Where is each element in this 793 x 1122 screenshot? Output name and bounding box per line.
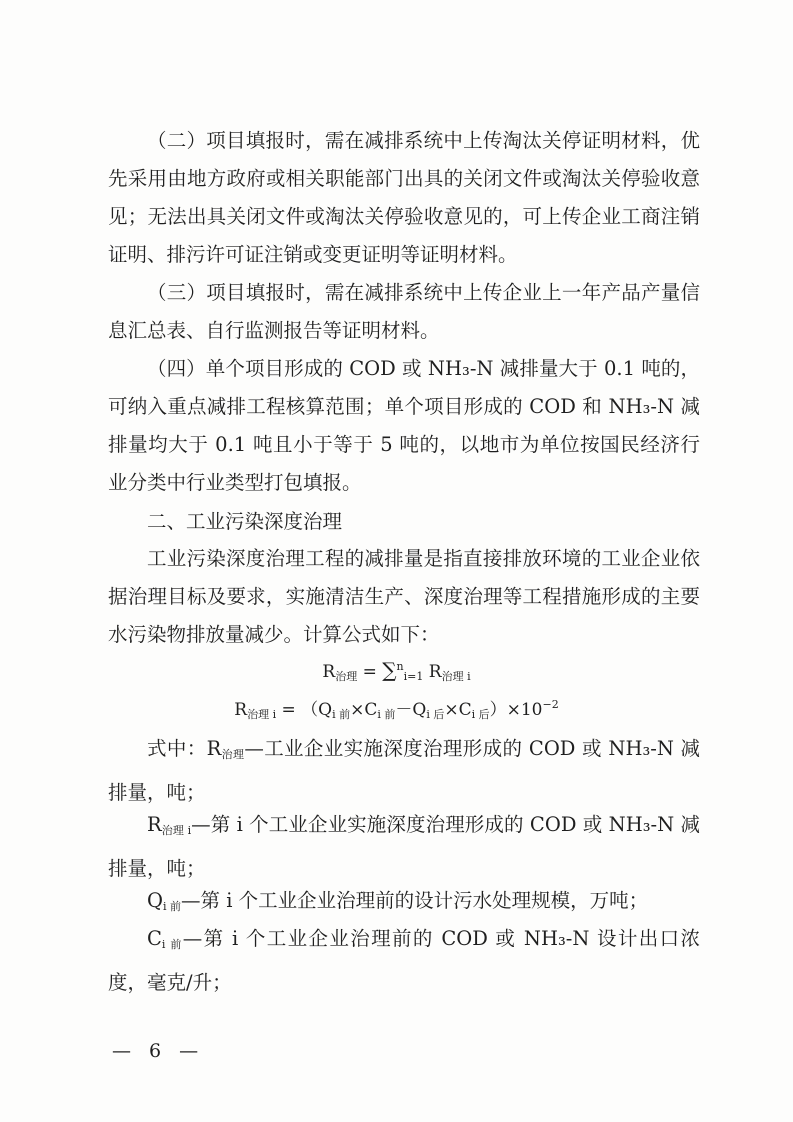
definition-r-i: $R_{治理 i}—$第 i 个工业企业实施深度治理形成的 COD 或 NH₃-N 减排量，吨；: [108, 813, 700, 880]
formula-sum: $R_{治理} = \sum^n_{i=1}$ $R_{治理 i}$: [322, 658, 471, 683]
definition-c-before: $C_{i 前}—$第 i 个工业企业治理前的 COD 或 NH₃-N 设计出口浓度，毫克/升；: [108, 927, 701, 994]
paragraph-3: （三）项目填报时，需在减排系统中上传企业上一年产品产量信息汇总表、自行监测报告等证明材料。: [108, 281, 700, 342]
formula-item: $R_{治理 i} = (Q_{i 前}\times C_{i 前}-Q_{i 后}\times C_{i 后})\times 10^{-2}$: [234, 698, 559, 721]
paragraph-4: （四）单个项目形成的 COD 或 NH₃-N 减排量大于 0.1 吨的，可纳入重点减排工程核算范围；单个项目形成的 COD 和 NH₃-N 减排量均大于 0.1 吨且小于等于 5 吨的，以地市为单位按国民经济行业分类中行业类型打包填报。: [108, 357, 700, 494]
paragraph-2: （二）项目填报时，需在减排系统中上传淘汰关停证明材料，优先采用由地方政府或相关职能部门出具的关闭文件或淘汰关停验收意见；无法出具关闭文件或淘汰关停验收意见的，可上传企业工商注销证明、排污许可证注销或变更证明等证明材料。: [108, 129, 700, 266]
definition-q-before: $Q_{i 前}—$第 i 个工业企业治理前的设计污水处理规模，万吨；: [147, 889, 649, 913]
section-heading: 二、工业污染深度治理: [147, 510, 343, 533]
definition-r-total: 式中：$R_{治理}—$工业企业实施深度治理形成的 COD 或 NH₃-N 减排量，吨；: [108, 737, 701, 804]
page-number: — 6 —: [112, 1040, 205, 1062]
paragraph-section-intro: 工业污染深度治理工程的减排量是指直接排放环境的工业企业依据治理目标及要求，实施清洁生产、深度治理等工程措施形成的主要水污染物排放量减少。计算公式如下：: [108, 547, 700, 646]
